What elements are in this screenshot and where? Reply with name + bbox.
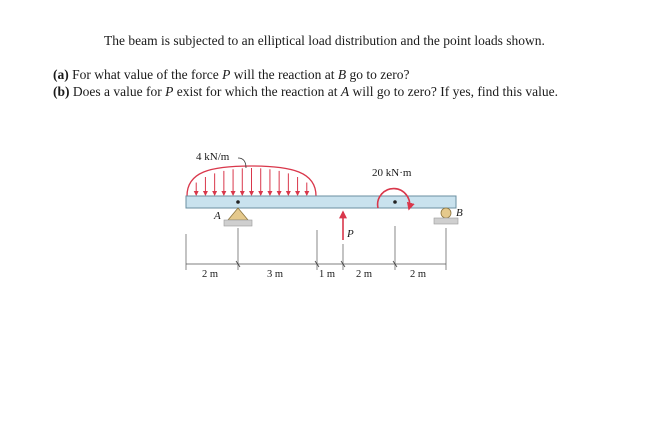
question-b-text-3: will go to zero? If yes, find this value. <box>349 84 558 99</box>
dimension-label-1: 2 m <box>202 269 219 280</box>
beam <box>186 196 456 208</box>
extension-lines <box>186 226 446 270</box>
question-a-marker: (a) <box>53 67 69 82</box>
question-a-text-3: go to zero? <box>346 67 410 82</box>
question-a-var-p: P <box>222 67 231 82</box>
load-label: 4 kN/m <box>196 151 230 163</box>
moment-label: 20 kN·m <box>372 167 412 179</box>
dimension-label-3: 1 m <box>319 269 336 280</box>
beam-pin-a <box>236 200 240 204</box>
question-a-var-b: B <box>337 67 347 82</box>
support-b <box>434 208 458 224</box>
question-b-text-1: Does a value for <box>69 84 166 99</box>
question-b-var-p: P <box>165 84 174 99</box>
force-p-label: P <box>347 228 354 240</box>
question-b-text-2: exist for which the reaction at <box>173 84 341 99</box>
support-a-label: A <box>214 210 221 222</box>
dimension-label-2: 3 m <box>267 269 284 280</box>
problem-intro: The beam is subjected to an elliptical load distribution and the point loads shown. <box>104 33 545 48</box>
question-a-text-2: will the reaction at <box>230 67 338 82</box>
dimension-label-4: 2 m <box>356 269 373 280</box>
beam-pin-moment <box>393 200 397 204</box>
dimension-label-5: 2 m <box>410 269 427 280</box>
load-arrows <box>196 168 307 195</box>
question-a-text-1: For what value of the force <box>68 67 223 82</box>
support-a <box>224 208 252 226</box>
support-b-label: B <box>456 207 463 219</box>
question-b-marker: (b) <box>53 84 70 99</box>
question-b-var-a: A <box>340 84 350 99</box>
